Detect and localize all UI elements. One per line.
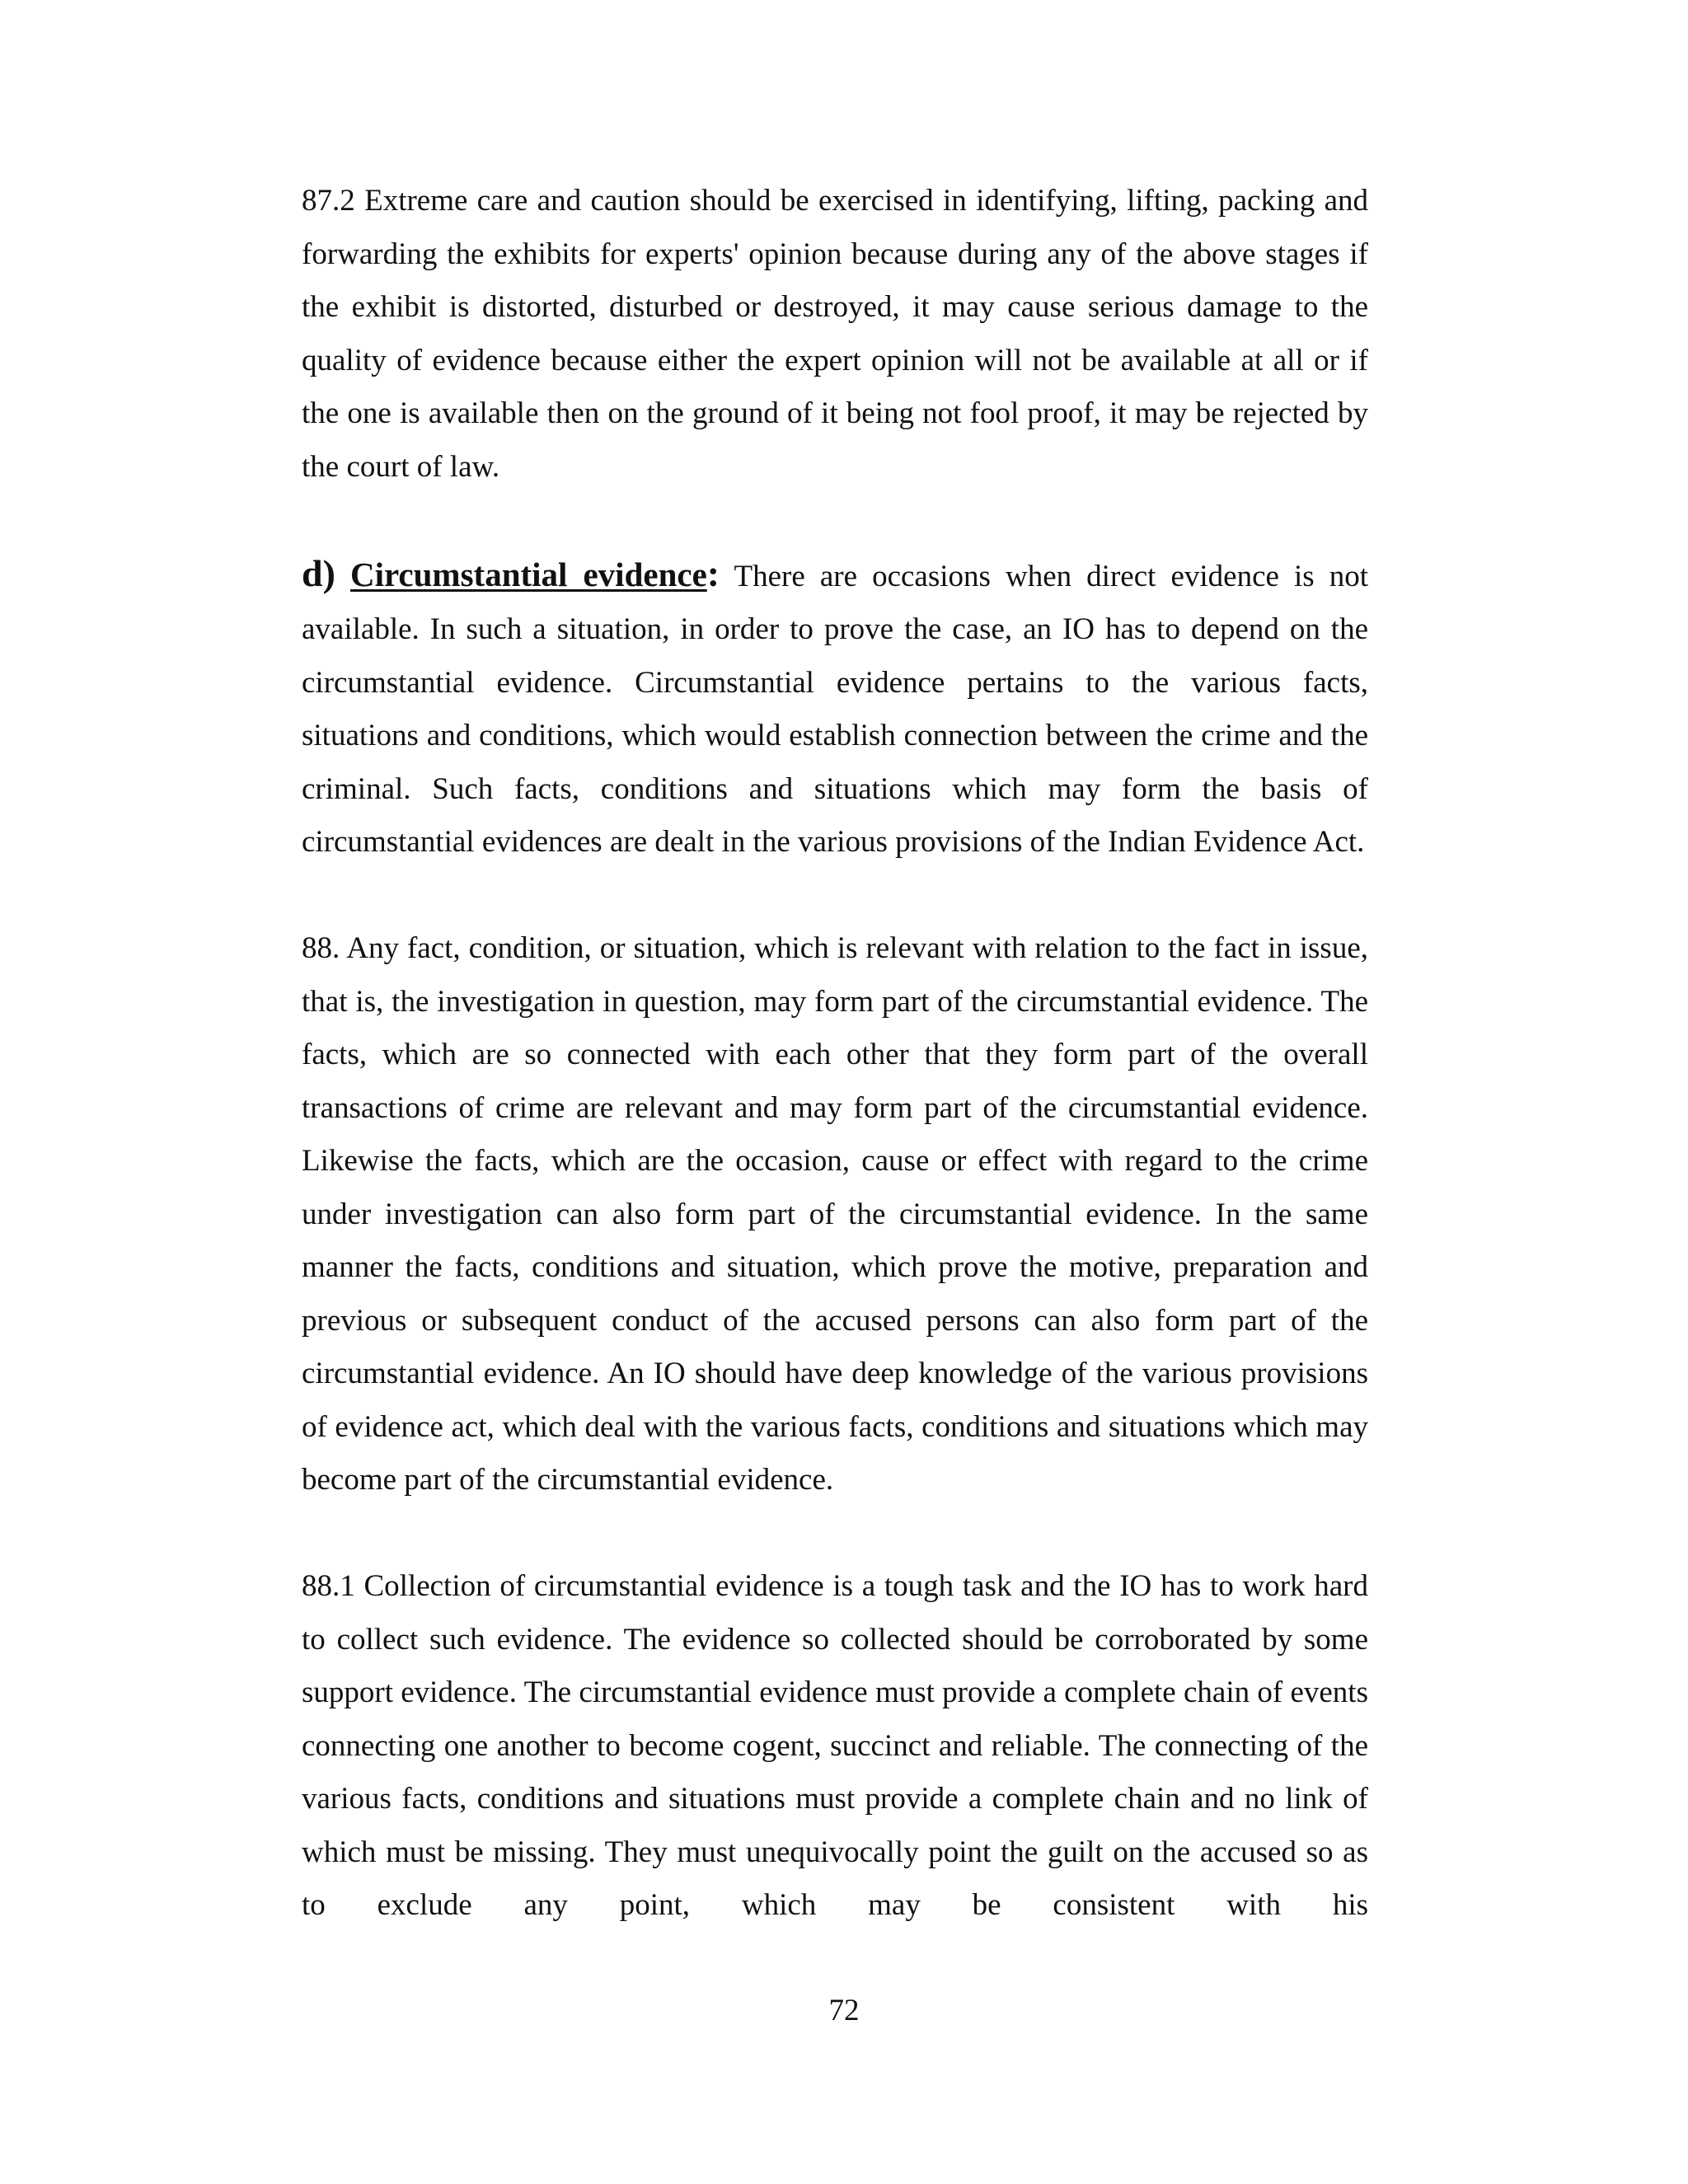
paragraph-88-1: 88.1 Collection of circumstantial evidence is a tough task and the IO has to work hard to collect such evidence. The evidence so collected should be corroborated by some support evidence. The circumstantial evidence must provide a complete chain of events connecting one another to become cogent, succinct and reliable. The connecting of the various facts, conditions and situations must provide a complete chain and no link of which must be missing. They must unequivocally point the guilt on the accused so as to exclude any point, which may be consistent with his [302, 1569, 1368, 1922]
paragraph-87-2: 87.2 Extreme care and caution should be exercised in identifying, lifting, packing and forwarding the exhibits for experts' opinion because during any of the above stages if the exhibit is distorted, disturbed or destroyed, it may cause serious damage to the quality of evidence because either the expert opinion will not be available at all or if the one is available then on the ground of it being not fool proof, it may be rejected by the court of law. [302, 184, 1368, 484]
section-d-title: Circumstantial evidence [349, 555, 707, 593]
paragraph-spacer [302, 1507, 1368, 1561]
section-d-label: d) [302, 551, 335, 594]
page-number: 72 [828, 1994, 860, 2027]
paragraph-spacer [302, 494, 1368, 547]
document-page [302, 175, 1368, 1933]
paragraph-88: 88. Any fact, condition, or situation, which is relevant with relation to the fact in issue, that is, the investigation in question, may form part of the circumstantial evidence. The facts, which are so connected with each other that they form part of the overall transactions of crime are relevant and may form part of the circumstantial evidence. Likewise the facts, which are the occasion, cause or effect with regard to the crime under investigation can also form part of the circumstantial evidence. In the same manner the facts, conditions and situation, which prove the motive, preparation and previous or subsequent conduct of the accused persons can also form part of the circumstantial evidence. An IO should have deep knowledge of the various provisions of evidence act, which deal with the various facts, conditions and situations which may become part of the circumstantial evidence. [302, 931, 1368, 1497]
section-d-body: There are occasions when direct evidence is not available. In such a situation, in order to prove the case, an IO has to depend on the circumstantial evidence. Circumstantial evidence pertains to the various facts, situations and conditions, which would establish connection between the crime and the criminal. Such facts, conditions and situations which may form the basis of circumstantial evidences are dealt in the various provisions of the Indian Evidence Act. [302, 559, 1369, 859]
paragraph-spacer [302, 869, 1368, 923]
section-d-paragraph [302, 547, 1368, 869]
section-d-colon: : [706, 551, 720, 594]
